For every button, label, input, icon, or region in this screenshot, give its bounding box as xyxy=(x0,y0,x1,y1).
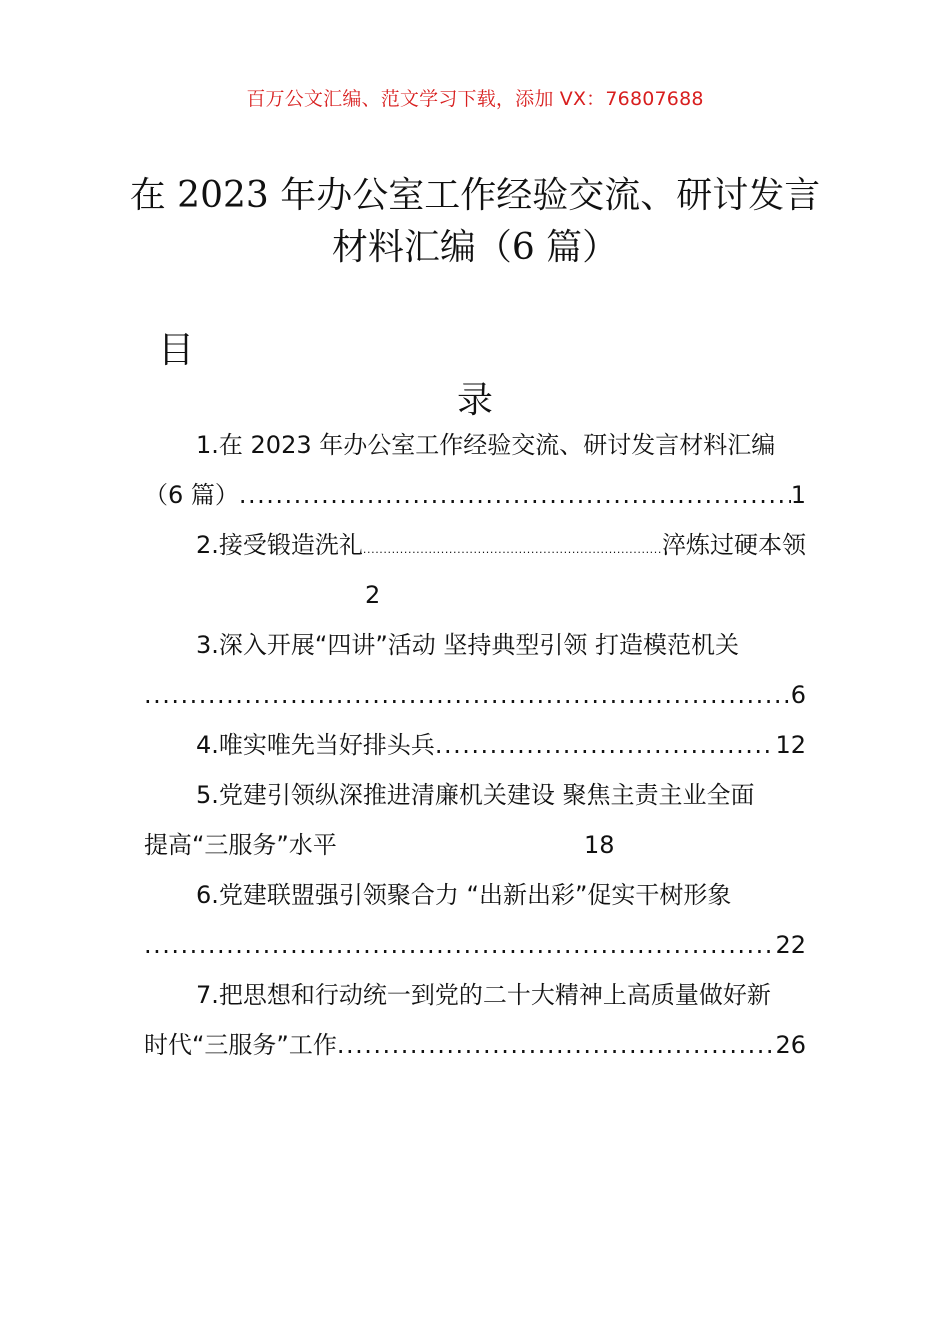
toc-leader-dots xyxy=(239,478,791,512)
toc-leader-dots xyxy=(363,533,662,567)
toc-entry-6-leader[interactable] xyxy=(144,928,806,962)
toc-entry-1-text: 1.在 2023 年办公室工作经验交流、研讨发言材料汇编 xyxy=(196,431,776,459)
toc-entry-6-page: 22 xyxy=(775,931,806,959)
toc-entry-1-page: 1 xyxy=(790,481,806,509)
toc-entry-7-text: 7.把思想和行动统一到党的二十大精神上高质量做好新 xyxy=(196,981,771,1009)
toc-entry-3-page: 6 xyxy=(790,681,806,709)
toc-entry-5-title[interactable] xyxy=(144,778,806,812)
toc-entry-3-title[interactable] xyxy=(144,628,806,662)
header-watermark-note: 百万公文汇编、范文学习下载，添加 VX：76807688 xyxy=(246,88,704,110)
toc-entry-3-leader[interactable] xyxy=(144,678,806,712)
toc-entry-2-title[interactable] xyxy=(144,528,806,562)
document-title xyxy=(100,170,850,274)
toc-entry-5-cont[interactable] xyxy=(144,828,806,862)
title-line-2: 材料汇编（6 篇） xyxy=(331,227,619,268)
toc-leader-dots xyxy=(144,928,775,962)
toc-entry-7-text-cont: 时代“三服务”工作 xyxy=(144,1031,337,1059)
toc-entry-1-title[interactable] xyxy=(144,428,806,462)
toc-entry-6-text: 6.党建联盟强引领聚合力 “出新出彩”促实干树形象 xyxy=(196,881,732,909)
toc-leader-dots xyxy=(435,728,776,762)
toc-entry-5-text: 5.党建引领纵深推进清廉机关建设 聚焦主责主业全面 xyxy=(196,781,755,809)
toc-entry-1-text-cont: （6 篇） xyxy=(144,481,239,509)
toc-leader-dots xyxy=(144,678,791,712)
toc-entry-4[interactable] xyxy=(144,728,806,762)
toc-entry-4-text: 4.唯实唯先当好排头兵 xyxy=(196,731,435,759)
toc-leader-dots xyxy=(337,1028,776,1062)
toc-entry-5-page: 18 xyxy=(584,831,615,859)
toc-entry-1-leader[interactable] xyxy=(144,478,806,512)
toc-heading-part-2: 录 xyxy=(456,380,493,421)
toc-heading-part-1: 目 xyxy=(158,330,195,371)
toc-entry-4-page: 12 xyxy=(775,731,806,759)
toc-entry-2-text-left: 2.接受锻造洗礼 xyxy=(196,531,363,559)
toc-entry-7-title[interactable] xyxy=(144,978,806,1012)
toc-entry-3-text: 3.深入开展“四讲”活动 坚持典型引领 打造模范机关 xyxy=(196,631,740,659)
toc-entry-6-title[interactable] xyxy=(144,878,806,912)
toc-entry-2-page: 2 xyxy=(365,581,381,609)
title-line-1: 在 2023 年办公室工作经验交流、研讨发言 xyxy=(129,175,821,216)
toc-entry-7-leader[interactable] xyxy=(144,1028,806,1062)
toc-entry-2-text-right: 淬炼过硬本领 xyxy=(662,531,806,559)
toc-entry-5-text-cont: 提高“三服务”水平 xyxy=(144,831,337,859)
toc-entry-7-page: 26 xyxy=(775,1031,806,1059)
